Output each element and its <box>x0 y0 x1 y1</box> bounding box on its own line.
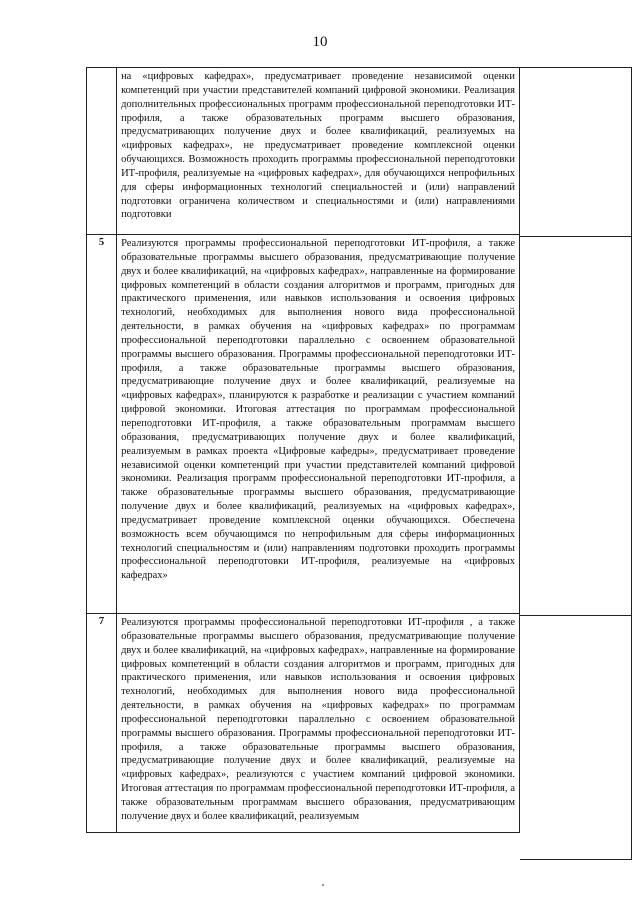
row-number-cell <box>87 68 117 235</box>
scan-artifact <box>322 884 324 886</box>
row-divider <box>520 236 631 237</box>
row-text: на «цифровых кафедрах», предусматривает проведение независимой оценки компетенций при участии представителей компаний цифровой экономики. Реализация дополнительных профессиональных программ профессиональной переподготовки ИТ-профиля, а также образовательных программ высшего образования, предусматривающих получение двух и более квалификаций, реализуемых на «цифровых кафедрах», не предусматривает проведение комплексной оценки обучающихся. Возможность проходить программы профессиональной переподготовки ИТ-профиля, реализуемые на «цифровых кафедрах», для обучающихся непрофильных для сферы информационных технологий специальностей и (или) направлений подготовки ограничена количеством и специальностями и (или) направлениями подготовки <box>121 71 515 221</box>
document-table <box>86 67 520 833</box>
page-number: 10 <box>312 34 328 50</box>
table-right-column <box>520 67 632 860</box>
table-row <box>87 68 520 235</box>
table-row <box>87 614 520 833</box>
row-text: Реализуются программы профессиональной переподготовки ИТ-профиля, а также образовательные программы высшего образования, предусматривающие получение двух и более квалификаций, на «цифровых кафедрах», направленные на формирование цифровых компетенций в области создания алгоритмов и программ, пригодных для практического применения, или навыков использования и освоения цифровых технологий, необходимых для выполнения нового вида профессиональной деятельности, в рамках обучения на «цифровых кафедрах» по программам профессиональной переподготовки параллельно с освоением образовательной программы высшего образования. Программы профессиональной переподготовки ИТ-профиля, а также образовательные программы высшего образования, предусматривающие получение двух и более квалификаций, реализуемые на «цифровых кафедрах», планируются к разработке и реализации с участием компаний цифровой экономики. Итоговая аттестация по программам профессиональной переподготовки ИТ-профиля, а также образовательным программам высшего образования, предусматривающих получение двух и более квалификаций, реализуемым в рамках проекта «Цифровые кафедры», предусматривает проведение независимой оценки компетенций при участии представителей компаний цифровой экономики. Реализация программ профессиональной переподготовки ИТ-профиля, а также образовательные программы высшего образования, предусматривающие получение двух и более квалификаций, реализуемых на «цифровых кафедрах», предусматривает проведение комплексной оценки обучающихся. Обеспечена возможность всем обучающимся по непрофильным для сферы информационных технологий специальностям и (или) направлениям подготовки проходить программы профессиональной переподготовки ИТ-профиля, реализуемые на «цифровых кафедрах» <box>121 238 515 582</box>
row-text: Реализуются программы профессиональной переподготовки ИТ-профиля , а также образовательные программы высшего образования, предусматривающие получение двух и более квалификаций, на «цифровых кафедрах», направленные на формирование цифровых компетенций в области создания алгоритмов и программ, пригодных для практического применения, или навыков использования и освоения цифровых технологий, необходимых для выполнения нового вида профессиональной деятельности, в рамках обучения на «цифровых кафедрах» по программам профессиональной переподготовки параллельно с освоением образовательной программы высшего образования. Программы профессиональной переподготовки ИТ-профиля, а также образовательные программы высшего образования, предусматривающие получение двух и более квалификаций, реализуемые на «цифровых кафедрах», реализуются с участием компаний цифровой экономики. Итоговая аттестация по программам профессиональной переподготовки ИТ-профиля, а также образовательным программам высшего образования, предусматривающим получение двух и более квалификаций, реализуемым <box>121 617 515 822</box>
row-text-cell <box>117 68 520 235</box>
row-number-cell: 5 <box>87 235 117 614</box>
row-divider <box>520 615 631 616</box>
table-row <box>87 235 520 614</box>
row-text-cell <box>117 614 520 833</box>
row-number-cell: 7 <box>87 614 117 833</box>
row-text-cell <box>117 235 520 614</box>
